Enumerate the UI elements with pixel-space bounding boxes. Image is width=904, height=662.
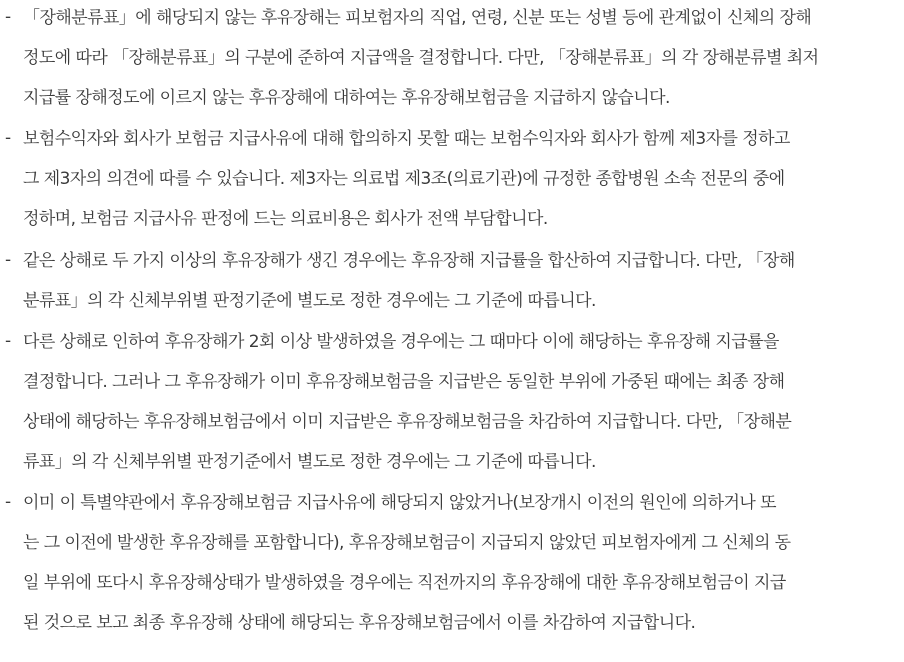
list-item bbox=[0, 243, 904, 323]
paragraph-line: 류표」의 각 신체부위별 판정기준에서 별도로 정한 경우에는 그 기준에 따릅니다. bbox=[23, 452, 596, 472]
list-item-line bbox=[0, 121, 904, 161]
bullet-dash: - bbox=[5, 492, 12, 512]
list-item-line bbox=[0, 201, 904, 241]
paragraph-line: 일 부위에 또다시 후유장해상태가 발생하였을 경우에는 직전까지의 후유장해에 대한 후유장해보험금이 지급 bbox=[23, 573, 786, 593]
bullet-dash: - bbox=[5, 331, 12, 351]
paragraph-line: 상태에 해당하는 후유장해보험금에서 이미 지급받은 후유장해보험금을 차감하여 지급합니다. 다만, 「장해분 bbox=[23, 412, 792, 432]
paragraph-line: 그 제3자의 의견에 따를 수 있습니다. 제3자는 의료법 제3조(의료기관)에 규정한 종합병원 소속 전문의 중에 bbox=[23, 169, 785, 189]
bullet-dash: - bbox=[5, 7, 12, 27]
list-item-line bbox=[0, 525, 904, 565]
list-item-line bbox=[0, 404, 904, 444]
paragraph-line: 정하며, 보험금 지급사유 판정에 드는 의료비용은 회사가 전액 부담합니다. bbox=[23, 209, 548, 229]
list-item-line bbox=[0, 161, 904, 201]
list-item-line bbox=[0, 485, 904, 525]
paragraph-line: 보험수익자와 회사가 보험금 지급사유에 대해 합의하지 못할 때는 보험수익자와 회사가 함께 제3자를 정하고 bbox=[23, 129, 790, 149]
paragraph-line: 는 그 이전에 발생한 후유장해를 포함합니다), 후유장해보험금이 지급되지 않았던 피보험자에게 그 신체의 동 bbox=[23, 533, 791, 553]
paragraph-line: 같은 상해로 두 가지 이상의 후유장해가 생긴 경우에는 후유장해 지급률을 합산하여 지급합니다. 다만, 「장해 bbox=[23, 251, 795, 271]
list-item-line bbox=[0, 80, 904, 120]
paragraph-line: 정도에 따라 「장해분류표」의 구분에 준하여 지급액을 결정합니다. 다만, 「장해분류표」의 각 장해분류별 최저 bbox=[23, 48, 819, 68]
paragraph-line: 분류표」의 각 신체부위별 판정기준에 별도로 정한 경우에는 그 기준에 따릅니다. bbox=[23, 291, 596, 311]
bullet-dash: - bbox=[5, 250, 12, 270]
list-item-line bbox=[0, 605, 904, 645]
list-item bbox=[0, 485, 904, 645]
list-item bbox=[0, 0, 904, 120]
list-item-line bbox=[0, 364, 904, 404]
list-item-line bbox=[0, 0, 904, 40]
list-item-line bbox=[0, 283, 904, 323]
list-item-line bbox=[0, 324, 904, 364]
list-item-line bbox=[0, 40, 904, 80]
list-item-line bbox=[0, 444, 904, 484]
list-item bbox=[0, 324, 904, 484]
paragraph-line: 다른 상해로 인하여 후유장해가 2회 이상 발생하였을 경우에는 그 때마다 이에 해당하는 후유장해 지급률을 bbox=[23, 332, 779, 352]
list-item-line bbox=[0, 565, 904, 605]
paragraph-line: 이미 이 특별약관에서 후유장해보험금 지급사유에 해당되지 않았거나(보장개시 이전의 원인에 의하거나 또 bbox=[23, 493, 776, 513]
paragraph-line: 된 것으로 보고 최종 후유장해 상태에 해당되는 후유장해보험금에서 이를 차감하여 지급합니다. bbox=[23, 613, 696, 633]
list-item-line bbox=[0, 243, 904, 283]
paragraph-line: 「장해분류표」에 해당되지 않는 후유장해는 피보험자의 직업, 연령, 신분 또는 성별 등에 관계없이 신체의 장해 bbox=[23, 8, 812, 28]
bullet-dash: - bbox=[5, 128, 12, 148]
paragraph-line: 결정합니다. 그러나 그 후유장해가 이미 후유장해보험금을 지급받은 동일한 부위에 가중된 때에는 최종 장해 bbox=[23, 372, 785, 392]
paragraph-line: 지급률 장해정도에 이르지 않는 후유장해에 대하여는 후유장해보험금을 지급하지 않습니다. bbox=[23, 88, 670, 108]
list-item bbox=[0, 121, 904, 241]
